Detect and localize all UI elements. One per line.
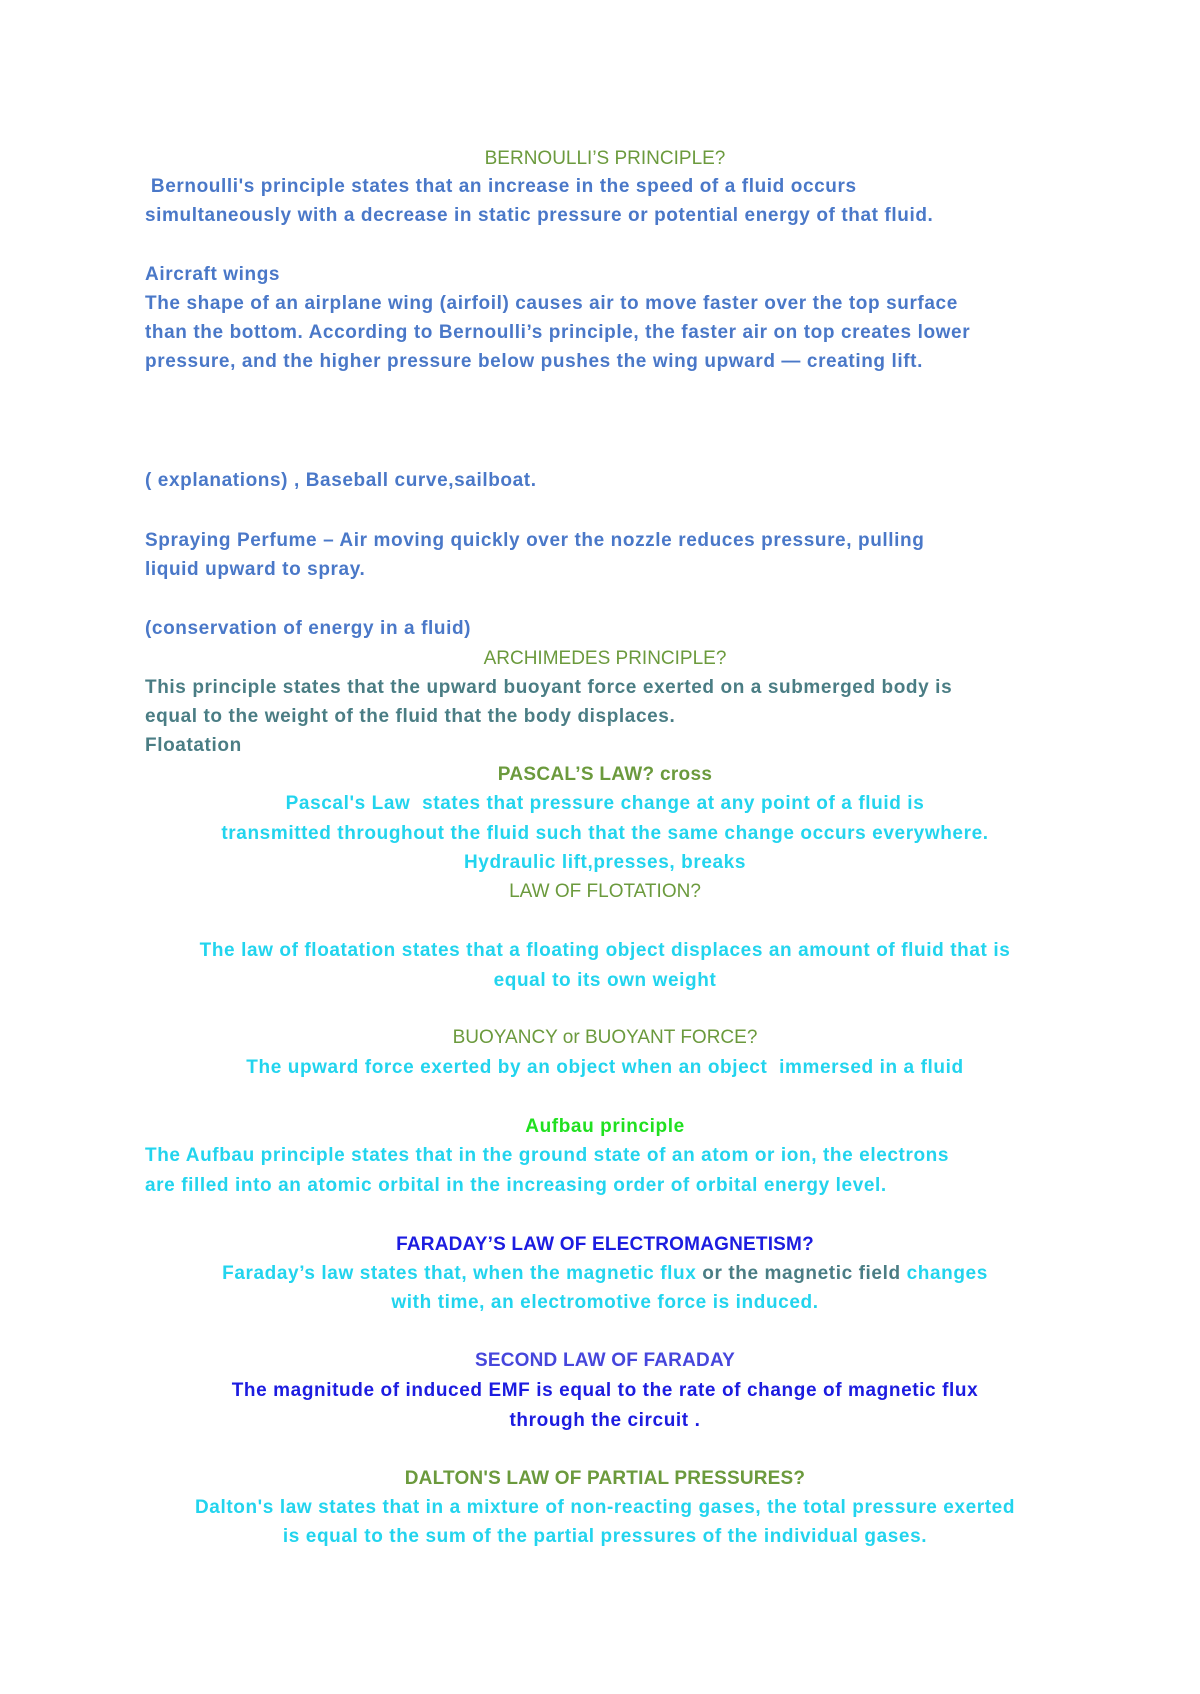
faraday-line: with time, an electromotive force is induced.	[391, 1292, 819, 1313]
aircraft-wings-line: pressure, and the higher pressure below pushes the wing upward — creating lift.	[145, 351, 923, 372]
aufbau-line: The Aufbau principle states that in the ground state of an atom or ion, the electrons	[145, 1145, 950, 1166]
dalton-line: Dalton's law states that in a mixture of non-reacting gases, the total pressure exerted	[194, 1497, 1016, 1518]
pascal-line: Pascal's Law states that pressure change at any point of a fluid is	[285, 793, 925, 814]
faraday-line	[155, 1263, 1055, 1285]
bernoulli-title: BERNOULLI’S PRINCIPLE?	[484, 148, 726, 169]
pascal-line: transmitted throughout the fluid such that the same change occurs everywhere.	[221, 823, 989, 844]
faraday-second-law-title: SECOND LAW OF FARADAY	[474, 1350, 735, 1371]
perfume-line: liquid upward to spray.	[145, 559, 366, 580]
archimedes-line: This principle states that the upward buoyant force exerted on a submerged body is	[145, 677, 953, 698]
dalton-title: DALTON'S LAW OF PARTIAL PRESSURES?	[404, 1468, 806, 1489]
aircraft-wings-line: than the bottom. According to Bernoulli’s principle, the faster air on top creates lower	[145, 322, 971, 343]
dalton-line: is equal to the sum of the partial pressures of the individual gases.	[282, 1526, 928, 1547]
archimedes-title: ARCHIMEDES PRINCIPLE?	[483, 648, 727, 669]
pascal-line: Hydraulic lift,presses, breaks	[463, 852, 746, 873]
explanations-line: ( explanations) , Baseball curve,sailboat.	[145, 470, 537, 491]
buoyancy-title: BUOYANCY or BUOYANT FORCE?	[452, 1027, 758, 1048]
flotation-title: LAW OF FLOTATION?	[509, 881, 701, 902]
buoyancy-line: The upward force exerted by an object when an object immersed in a fluid	[246, 1057, 964, 1078]
faraday-title: FARADAY’S LAW OF ELECTROMAGNETISM?	[396, 1234, 814, 1255]
flotation-line: equal to its own weight	[493, 970, 717, 991]
bernoulli-definition-line: Bernoulli's principle states that an increase in the speed of a fluid occurs	[145, 176, 857, 197]
conservation-note: (conservation of energy in a fluid)	[145, 618, 472, 639]
aufbau-title: Aufbau principle	[525, 1116, 685, 1137]
pascal-title: PASCAL’S LAW? cross	[497, 764, 713, 785]
faraday-second-law-line: through the circuit .	[509, 1410, 701, 1431]
aufbau-line: are filled into an atomic orbital in the increasing order of orbital energy level.	[145, 1175, 887, 1196]
faraday-line-part: Faraday’s law states that, when the magnetic flux	[222, 1263, 703, 1284]
archimedes-line: equal to the weight of the fluid that the body displaces.	[145, 706, 676, 727]
aircraft-wings-heading: Aircraft wings	[145, 264, 281, 285]
perfume-line: Spraying Perfume – Air moving quickly over the nozzle reduces pressure, pulling	[145, 530, 925, 551]
faraday-line-part: or the magnetic field	[702, 1263, 907, 1284]
faraday-line-part: changes	[906, 1263, 988, 1284]
faraday-second-law-line: The magnitude of induced EMF is equal to the rate of change of magnetic flux	[231, 1380, 979, 1401]
flotation-line: The law of floatation states that a floating object displaces an amount of fluid that is	[199, 940, 1011, 961]
aircraft-wings-line: The shape of an airplane wing (airfoil) causes air to move faster over the top surface	[145, 293, 958, 314]
archimedes-line: Floatation	[145, 735, 242, 756]
bernoulli-definition-line: simultaneously with a decrease in static pressure or potential energy of that fluid.	[145, 205, 934, 226]
